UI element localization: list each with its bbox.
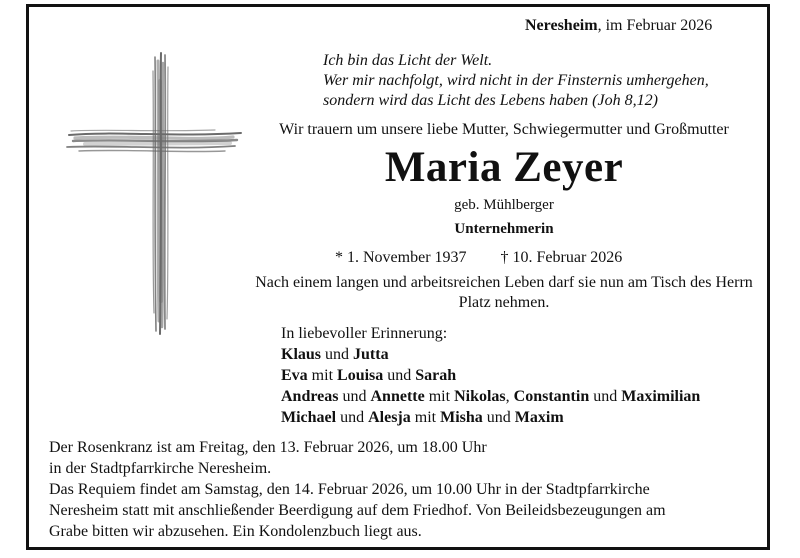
footer-line: Das Requiem findet am Samstag, den 14. Februar 2026, um 10.00 Uhr in der Stadtpfarrkirche <box>49 481 650 498</box>
mourning-intro: Wir trauern um unsere liebe Mutter, Schwiegermutter und Großmutter <box>279 121 729 138</box>
family-line: Michael und Alesja mit Misha und Maxim <box>281 409 564 426</box>
verse-line: Ich bin das Licht der Welt. <box>323 52 493 69</box>
date-text: , im Februar 2026 <box>597 17 713 34</box>
occupation: Unternehmerin <box>454 221 554 237</box>
place-date <box>525 17 712 35</box>
verse-line: sondern wird das Licht des Lebens haben (Joh 8,12) <box>323 92 658 109</box>
family-line: Eva mit Louisa und Sarah <box>281 367 457 384</box>
verse-line: Wer mir nachfolgt, wird nicht in der Finsternis umhergehen, <box>323 72 709 89</box>
life-text: Nach einem langen und arbeitsreichen Leben darf sie nun am Tisch des Herrn Platz nehmen. <box>255 274 753 311</box>
obituary-card <box>26 4 770 550</box>
born-name: geb. Mühlberger <box>454 197 554 213</box>
family-line: Andreas und Annette mit Nikolas, Constantin und Maximilian <box>281 388 701 405</box>
footer-line: Der Rosenkranz ist am Freitag, den 13. Februar 2026, um 18.00 Uhr <box>49 439 487 456</box>
birth-date: * 1. November 1937 <box>335 249 467 266</box>
brush-cross-icon <box>65 51 245 341</box>
place-name: Neresheim <box>525 17 598 34</box>
service-details <box>49 437 666 542</box>
family-list <box>281 323 700 428</box>
footer-line: in der Stadtpfarrkirche Neresheim. <box>49 460 272 477</box>
footer-line: Grabe bitten wir abzusehen. Ein Kondolenzbuch liegt aus. <box>49 523 422 540</box>
life-dates <box>335 249 622 267</box>
bible-verse <box>323 51 709 111</box>
memory-heading: In liebevoller Erinnerung: <box>281 325 448 342</box>
family-line: Klaus und Jutta <box>281 346 389 363</box>
footer-line: Neresheim statt mit anschließender Beerdigung auf dem Friedhof. Von Beileidsbezeugungen am <box>49 502 666 519</box>
death-date: † 10. Februar 2026 <box>500 249 623 266</box>
deceased-name: Maria Zeyer <box>384 144 624 191</box>
